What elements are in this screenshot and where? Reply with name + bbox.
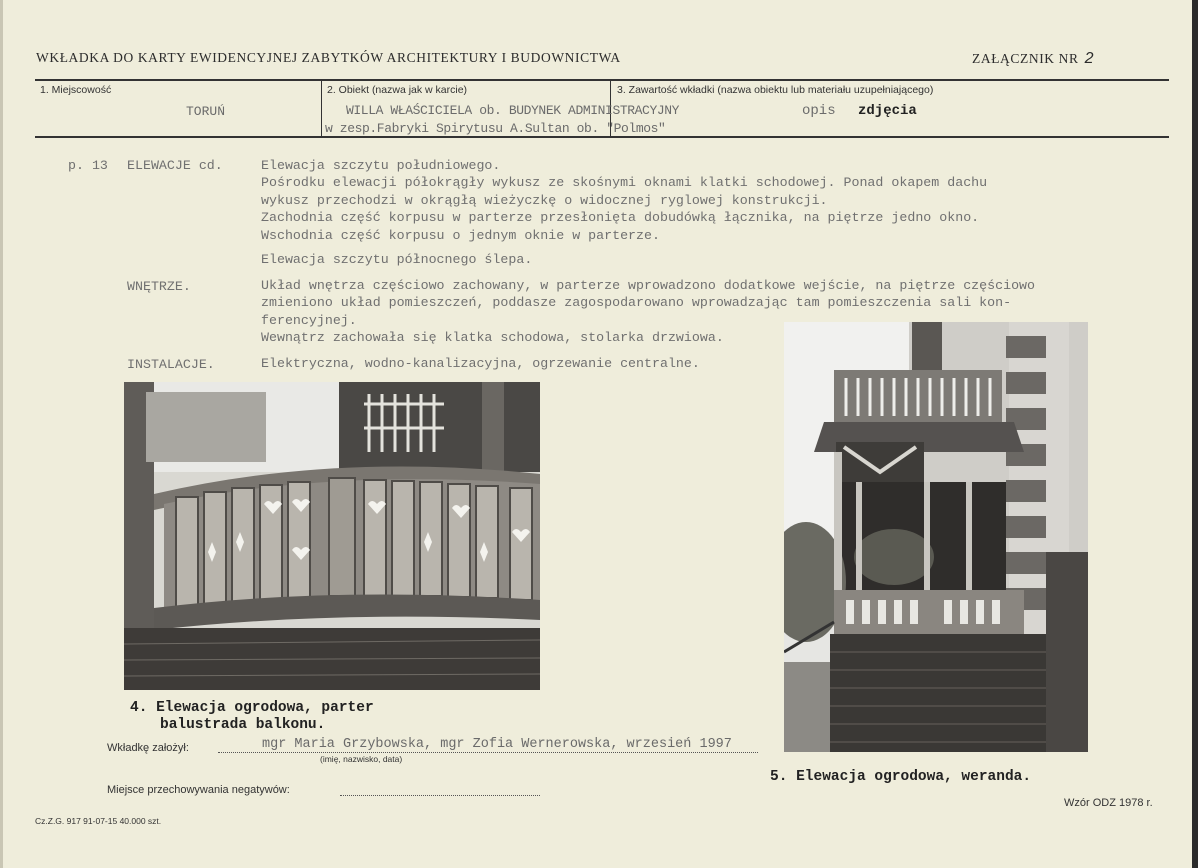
- wnetrze-line-4: Wewnątrz zachowała się klatka schodowa, stolarka drzwiowa.: [261, 330, 724, 346]
- table-top-rule: [35, 79, 1169, 81]
- field-3-label: 3. Zawartość wkładki (nazwa obiektu lub materiału uzupełniającego): [617, 84, 934, 96]
- elewacje-line-3: wykusz przechodzi w okrągłą wieżyczkę o widocznej ryglowej konstrukcji.: [261, 192, 828, 208]
- photo-4-caption-line2: balustrada balkonu.: [160, 717, 326, 733]
- elewacje-line-2: Pośrodku elewacji półokrągły wykusz ze skośnymi oknami klatki schodowej. Ponad okapem dachu: [261, 175, 988, 191]
- elewacje-north-note: Elewacja szczytu północnego ślepa.: [261, 252, 533, 267]
- photo-4-caption-line1: 4. Elewacja ogrodowa, parter: [130, 700, 374, 716]
- author-value: mgr Maria Grzybowska, mgr Zofia Wernerowska, wrzesień 1997: [262, 737, 732, 752]
- attachment-label: [972, 50, 1094, 68]
- field-3-value-opis: opis: [802, 103, 836, 119]
- field-2-value-line1: WILLA WŁAŚCICIELA ob. BUDYNEK ADMINISTRACYJNY: [346, 103, 680, 118]
- wnetrze-line-1: Układ wnętrza częściowo zachowany, w parterze wprowadzono dodatkowe wejście, na piętrze częściowo: [261, 278, 1036, 293]
- print-info: Cz.Z.G. 917 91-07-15 40.000 szt.: [35, 816, 162, 826]
- field-2-label: 2. Obiekt (nazwa jak w karcie): [327, 84, 468, 96]
- photo-4-caption: [130, 700, 374, 734]
- page-reference: p. 13: [68, 158, 108, 173]
- photo-veranda-svg: [784, 322, 1088, 752]
- elewacje-line-1: Elewacja szczytu południowego.: [261, 158, 501, 173]
- page-edge-left: [0, 0, 3, 868]
- storage-dotted-line: [340, 795, 540, 796]
- section-elewacje-label: ELEWACJE cd.: [127, 158, 223, 173]
- table-bottom-rule: [35, 136, 1169, 138]
- storage-label: Miejsce przechowywania negatywów:: [107, 784, 290, 796]
- attachment-number: 2: [1084, 50, 1095, 67]
- section-elewacje-text: [261, 157, 987, 244]
- wnetrze-line-2: zmieniono układ pomieszczeń, poddasze zagospodarowano wprowadzając tam pomieszczenia sali kon-: [261, 295, 1012, 311]
- elewacje-line-5: Wschodnia część korpusu o jednym oknie w parterze.: [261, 227, 660, 243]
- section-instalacje-text: Elektryczna, wodno-kanalizacyjna, ogrzewanie centralne.: [261, 356, 700, 371]
- author-hint: (imię, nazwisko, data): [320, 754, 403, 764]
- author-dotted-line: [218, 752, 758, 753]
- field-2-value-line2: w zesp.Fabryki Spirytusu A.Sultan ob. "Polmos": [325, 121, 666, 136]
- field-3-value-zdjecia: zdjęcia: [858, 103, 917, 119]
- author-label: Wkładkę założył:: [107, 742, 189, 754]
- section-wnetrze-label: WNĘTRZE.: [127, 279, 191, 294]
- form-title: WKŁADKA DO KARTY EWIDENCYJNEJ ZABYTKÓW ARCHITEKTURY I BUDOWNICTWA: [36, 50, 621, 65]
- field-1-value: TORUŃ: [186, 104, 226, 119]
- attachment-label-text: ZAŁĄCZNIK NR: [972, 51, 1079, 66]
- photo-balcony-balustrade: [124, 382, 540, 690]
- section-instalacje-label: INSTALACJE.: [127, 357, 215, 372]
- elewacje-line-4: Zachodnia część korpusu w parterze przesłonięta dobudówką łącznika, na piętrze jedno okno.: [261, 210, 980, 226]
- column-divider-1: [321, 80, 322, 136]
- page-edge-right: [1192, 0, 1198, 868]
- photo-veranda: [784, 322, 1088, 752]
- photo-5-caption: 5. Elewacja ogrodowa, weranda.: [770, 769, 1032, 785]
- wnetrze-line-3: ferencyjnej.: [261, 312, 357, 328]
- form-model: Wzór ODZ 1978 r.: [1064, 797, 1153, 809]
- photo-balcony-svg: [124, 382, 540, 690]
- field-1-label: 1. Miejscowość: [40, 84, 112, 96]
